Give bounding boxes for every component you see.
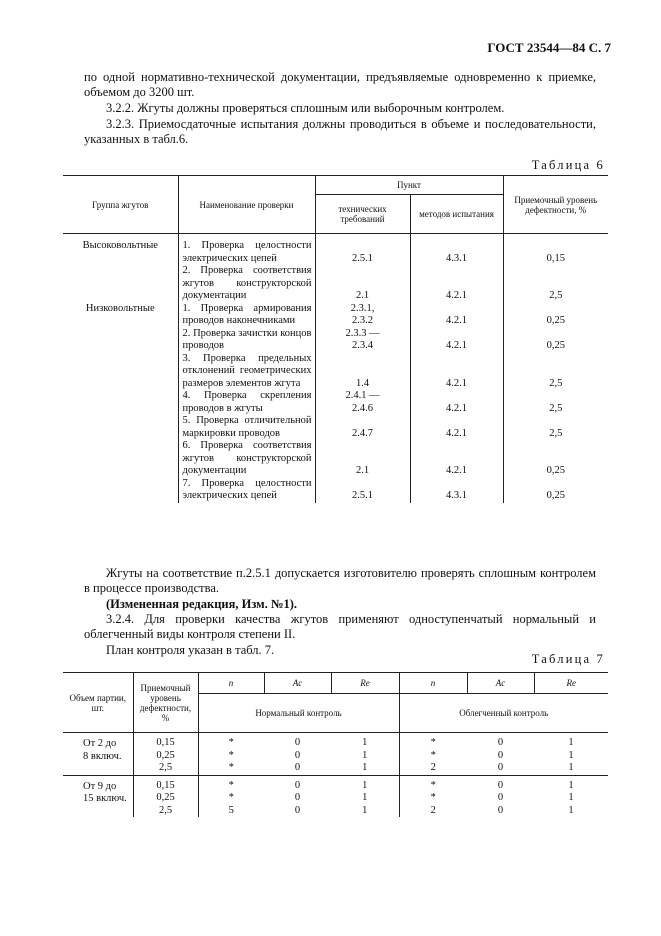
page-header: ГОСТ 23544—84 С. 7: [487, 40, 611, 55]
paragraph-3-2-3: 3.2.3. Приемосдаточные испытания должны проводиться в объеме и последовательности, указанных в табл.6.: [84, 117, 596, 146]
header-n-normal: n: [198, 673, 264, 694]
check-cell: 6. Проверка соответствия жгутов конструкторской документации: [178, 440, 315, 478]
header-level: Приемочный уровень дефектности, %: [133, 673, 198, 733]
paragraph-3-2-2: 3.2.2. Жгуты должны проверяться сплошным или выборочным контролем.: [106, 101, 505, 115]
check-cell: 4. Проверка скрепления проводов в жгуты: [178, 390, 315, 415]
method-cell: 4.2.1: [410, 303, 503, 328]
lot-cell: От 2 до 8 включ.: [63, 733, 133, 776]
level-cell: 0,25: [546, 340, 565, 351]
table-row: [63, 775, 608, 817]
header-ac-reduced: Ac: [467, 673, 534, 694]
ac-reduced-cell: 0 0 0: [467, 775, 534, 817]
paragraph-3-2-4: 3.2.4. Для проверки качества жгутов применяют одноступенчатый нормальный и облегченный виды контроля степени II.: [84, 612, 596, 641]
method-cell: 4.2.1: [410, 390, 503, 415]
header-level: Приемочный уровень дефектности, %: [503, 176, 608, 234]
paragraph-plan: План контроля указан в табл. 7.: [106, 643, 275, 657]
table-6: [63, 175, 608, 503]
table-row: [63, 390, 608, 415]
re-normal-cell: 1 1 1: [331, 775, 399, 817]
group-cell: [63, 415, 178, 440]
header-n-reduced: n: [399, 673, 467, 694]
ac-reduced-cell: 0 0 0: [467, 733, 534, 776]
n-reduced-cell: * * 2: [399, 733, 467, 776]
check-cell: 1. Проверка целостности электрических цепей: [178, 234, 315, 266]
table-row: [63, 415, 608, 440]
method-cell: 4.2.1: [410, 440, 503, 478]
header-re-normal: Re: [331, 673, 399, 694]
check-cell: 2. Проверка соответствия жгутов конструкторской документации: [178, 265, 315, 303]
n-normal-cell: * * 5: [198, 775, 264, 817]
table6-body: [63, 234, 608, 503]
re-reduced-cell: 1 1 1: [534, 733, 608, 776]
level-cell: 0,15 0,25 2,5: [133, 775, 198, 817]
table7-caption: Таблица 7: [531, 652, 605, 666]
level-cell: 0,25: [546, 490, 565, 501]
re-reduced-cell: 1 1 1: [534, 775, 608, 817]
check-cell: 1. Проверка армирования проводов наконечниками: [178, 303, 315, 328]
lot-cell: От 9 до 15 включ.: [63, 775, 133, 817]
level-cell: 2,5: [549, 377, 563, 389]
ac-normal-cell: 0 0 0: [264, 775, 331, 817]
paragraph-continuation: по одной нормативно-технической документации, предъявляемые одновременно к приемке, объемом до 3200 шт.: [84, 70, 596, 99]
level-cell: 0,25: [546, 315, 565, 326]
table-7: [63, 672, 608, 817]
group-cell: [63, 265, 178, 303]
header-methods: методов испытания: [410, 195, 503, 234]
ac-normal-cell: 0 0 0: [264, 733, 331, 776]
paragraph-note: Жгуты на соответствие п.2.5.1 допускается изготовителю проверять сплошным контролем в процессе производства.: [84, 566, 596, 595]
method-cell: 4.3.1: [410, 478, 503, 503]
table-row: [63, 265, 608, 303]
header-ac-normal: Ac: [264, 673, 331, 694]
method-cell: 4.2.1: [410, 265, 503, 303]
header-tech: технических требований: [315, 195, 410, 234]
method-cell: 4.3.1: [410, 234, 503, 266]
table-row: [63, 353, 608, 391]
group-cell: [63, 440, 178, 478]
header-reduced-control: Облегченный контроль: [399, 694, 608, 733]
group-cell: [63, 390, 178, 415]
header-re-reduced: Re: [534, 673, 608, 694]
table-row: [63, 733, 608, 776]
header-lot: Объем партии, шт.: [63, 673, 133, 733]
check-cell: 7. Проверка целостности электрических цепей: [178, 478, 315, 503]
tech-cell: 2.3.1, 2.3.2: [315, 303, 410, 328]
n-reduced-cell: * * 2: [399, 775, 467, 817]
level-cell: 2,5: [549, 427, 563, 439]
amendment-note: (Измененная редакция, Изм. №1).: [106, 597, 298, 611]
table-row: [63, 303, 608, 328]
check-cell: 3. Проверка предельных отклонений геометрических размеров элементов жгута: [178, 353, 315, 391]
method-cell: 4.2.1: [410, 353, 503, 391]
header-group: Группа жгутов: [63, 176, 178, 234]
check-cell: 5. Проверка отличительной маркировки проводов: [178, 415, 315, 440]
level-cell: 0,15 0,25 2,5: [133, 733, 198, 776]
tech-cell: 1.4: [315, 353, 410, 391]
group-cell: Высоковольтные: [82, 240, 158, 251]
tech-cell: 2.3.3 — 2.3.4: [315, 328, 410, 353]
tech-cell: 2.5.1: [315, 234, 410, 266]
tech-cell: 2.4.1 — 2.4.6: [315, 390, 410, 415]
header-punkt: Пункт: [315, 176, 503, 195]
table-row: [63, 234, 608, 266]
n-normal-cell: * * *: [198, 733, 264, 776]
level-cell: 2,5: [549, 402, 563, 414]
table6-caption: Таблица 6: [531, 158, 605, 172]
table-row: [63, 328, 608, 353]
group-cell: [63, 328, 178, 353]
method-cell: 4.2.1: [410, 328, 503, 353]
level-cell: 0,25: [546, 465, 565, 476]
table-row: [63, 478, 608, 503]
group-cell: Низковольтные: [85, 302, 155, 314]
level-cell: 2,5: [549, 290, 563, 301]
tech-cell: 2.5.1: [315, 478, 410, 503]
method-cell: 4.2.1: [410, 415, 503, 440]
re-normal-cell: 1 1 1: [331, 733, 399, 776]
level-cell: 0,15: [546, 252, 565, 264]
tech-cell: 2.4.7: [315, 415, 410, 440]
tech-cell: 2.1: [315, 265, 410, 303]
header-check: Наименование проверки: [178, 176, 315, 234]
table-row: [63, 440, 608, 478]
tech-cell: 2.1: [315, 440, 410, 478]
header-normal-control: Нормальный контроль: [198, 694, 399, 733]
check-cell: 2. Проверка зачистки концов проводов: [178, 328, 315, 353]
group-cell: [63, 353, 178, 391]
group-cell: [63, 478, 178, 503]
